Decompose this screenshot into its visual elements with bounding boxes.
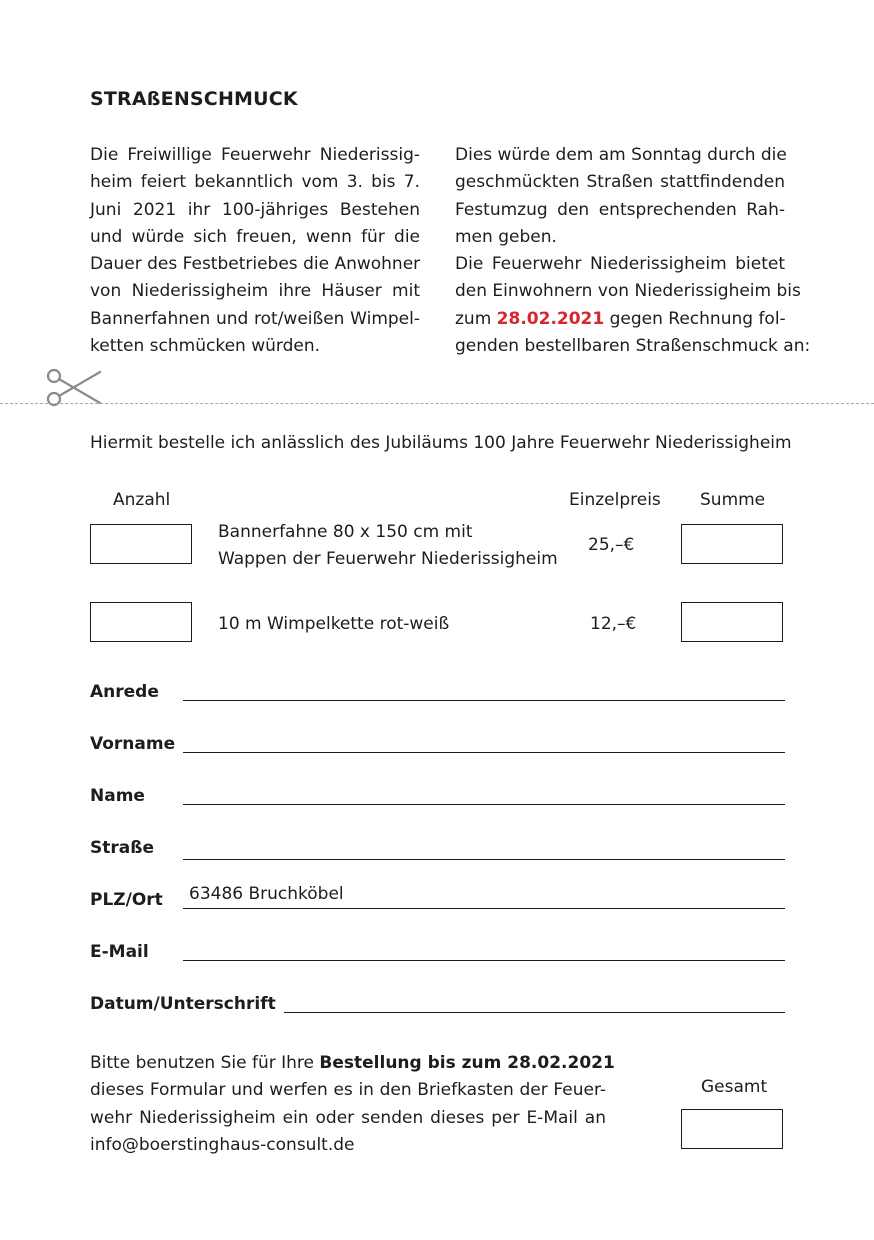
plz-ort-field[interactable]	[183, 884, 785, 909]
strasse-label: Straße	[90, 838, 154, 858]
paragraph-line: und würde sich freuen, wenn für die	[90, 226, 420, 247]
name-field[interactable]	[183, 804, 785, 805]
footer-line	[90, 1050, 615, 1077]
paragraph-line: Festumzug den entsprechenden Rah-	[455, 199, 785, 220]
item-pennant-price: 12,–€	[590, 614, 637, 634]
sum-header: Summe	[700, 490, 766, 510]
item-banner-price: 25,–€	[588, 535, 635, 555]
footer-line: wehr Niederissigheim ein oder senden dieses per E-Mail an	[90, 1107, 606, 1128]
item-pennant-description	[218, 611, 449, 638]
footer-instructions	[90, 1050, 615, 1159]
paragraph-line: Juni 2021 ihr 100-jähriges Bestehen	[90, 199, 420, 220]
paragraph-line: heim feiert bekanntlich vom 3. bis 7.	[90, 172, 420, 193]
email-field[interactable]	[183, 960, 785, 961]
strasse-field[interactable]	[183, 859, 785, 860]
email-label: E-Mail	[90, 942, 149, 962]
order-intro: Hiermit bestelle ich anlässlich des Jubiläums 100 Jahre Feuerwehr Niederissigheim	[90, 433, 792, 453]
paragraph-line: Die Freiwillige Feuerwehr Niederissig-	[90, 145, 420, 165]
intro-paragraph-right	[455, 142, 811, 360]
paragraph-line: ketten schmücken würden.	[90, 336, 320, 357]
paragraph-line: den Einwohnern von Niederissigheim bis	[455, 281, 801, 302]
paragraph-line: von Niederissigheim ihre Häuser mit	[90, 281, 420, 302]
vorname-field[interactable]	[183, 752, 785, 753]
total-field[interactable]	[681, 1109, 783, 1149]
quantity-header: Anzahl	[113, 490, 171, 510]
deadline-line	[455, 306, 785, 333]
footer-line: dieses Formular und werfen es in den Briefkasten der Feuer-	[90, 1080, 606, 1101]
paragraph-line: Dauer des Festbetriebes die Anwohner	[90, 254, 421, 275]
plz-ort-label: PLZ/Ort	[90, 890, 163, 910]
sum-field-pennant[interactable]	[681, 602, 783, 642]
anrede-field[interactable]	[183, 700, 785, 701]
footer-deadline: Bestellung bis zum 28.02.2021	[319, 1053, 615, 1073]
name-label: Name	[90, 786, 145, 806]
paragraph-line: genden bestellbaren Straßenschmuck an:	[455, 336, 811, 357]
cut-line	[0, 403, 874, 404]
quantity-field-banner[interactable]	[90, 524, 192, 564]
anrede-label: Anrede	[90, 682, 159, 702]
page-title: STRAßENSCHMUCK	[90, 88, 298, 110]
paragraph-line: Dies würde dem am Sonntag durch die	[455, 145, 787, 165]
paragraph-line: geschmückten Straßen stattfindenden	[455, 172, 785, 193]
sum-field-banner[interactable]	[681, 524, 783, 564]
vorname-label: Vorname	[90, 734, 176, 754]
deadline-suffix: gegen Rechnung fol-	[604, 308, 786, 329]
paragraph-line: Bannerfahnen und rot/weißen Wimpel-	[90, 308, 420, 329]
paragraph-line: men geben.	[455, 226, 557, 247]
intro-paragraph-left	[90, 142, 420, 360]
paragraph-line: Die Feuerwehr Niederissigheim bietet	[455, 254, 785, 275]
unit-price-header: Einzelpreis	[569, 490, 661, 510]
deadline-prefix: zum	[455, 308, 497, 329]
deadline-date: 28.02.2021	[496, 308, 605, 329]
item-line: Bannerfahne 80 x 150 cm mit	[218, 522, 473, 542]
datum-unterschrift-field[interactable]	[284, 1012, 785, 1013]
total-label: Gesamt	[701, 1077, 768, 1097]
datum-unterschrift-label: Datum/Unterschrift	[90, 994, 276, 1014]
item-line: Wappen der Feuerwehr Niederissigheim	[218, 549, 558, 569]
item-line: 10 m Wimpelkette rot-weiß	[218, 614, 450, 634]
plz-ort-value: 63486 Bruchköbel	[189, 884, 344, 904]
footer-email: info@boerstinghaus-consult.de	[90, 1134, 355, 1155]
scissors-icon	[44, 368, 102, 408]
quantity-field-pennant[interactable]	[90, 602, 192, 642]
footer-prefix: Bitte benutzen Sie für Ihre	[90, 1053, 320, 1073]
item-banner-description	[218, 519, 558, 573]
